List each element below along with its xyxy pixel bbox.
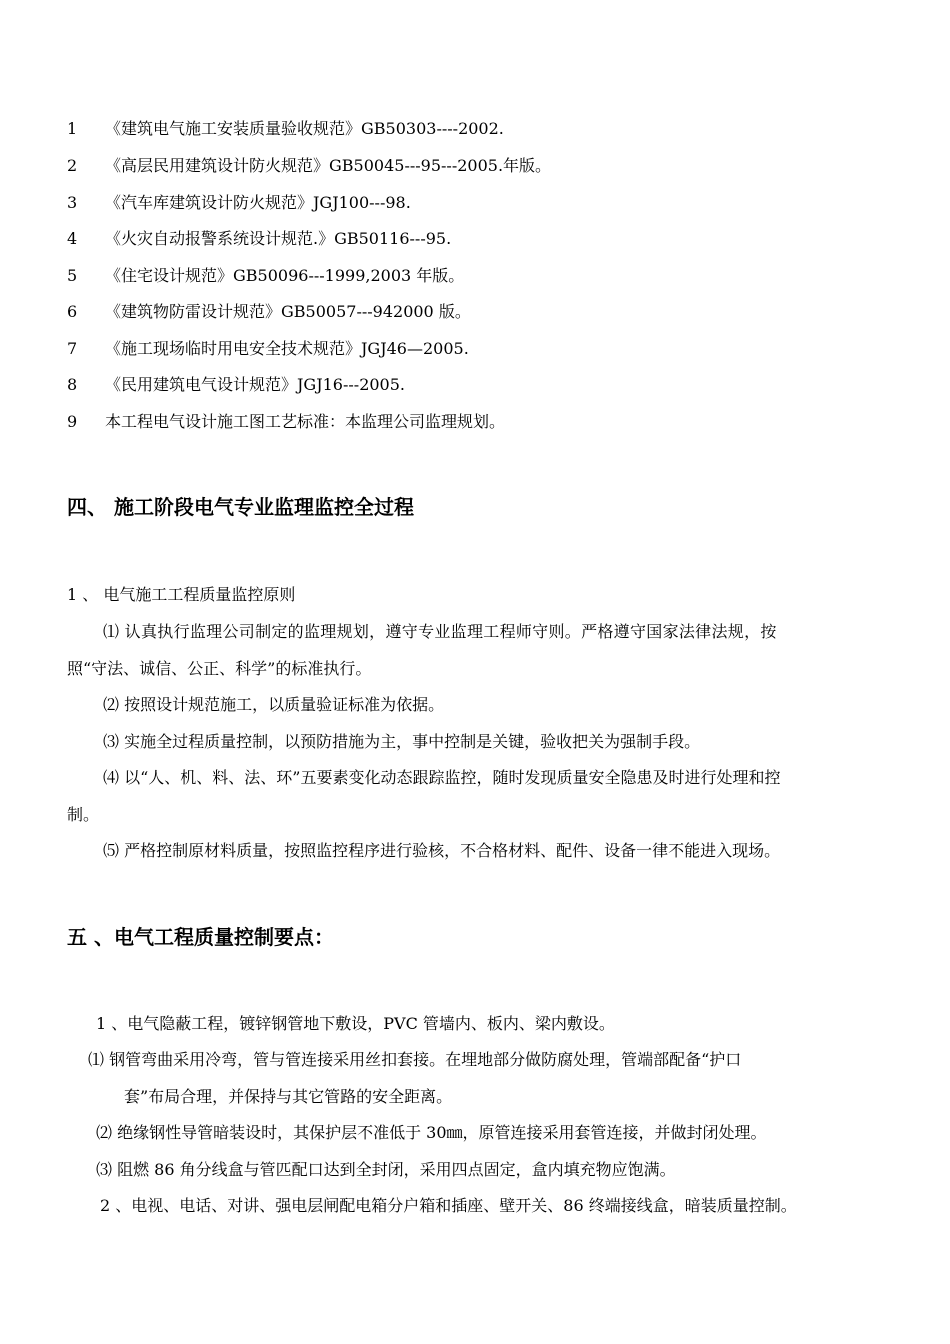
reference-number: 8	[67, 375, 78, 394]
paragraph-line: ⑸ 严格控制原材料质量，按照监控程序进行验核，不合格材料、配件、设备一律不能进入现场。	[103, 841, 781, 860]
reference-item	[67, 302, 471, 322]
reference-item	[67, 156, 551, 176]
paragraph-line: 照“守法、诚信、公正、科学”的标准执行。	[67, 659, 372, 678]
reference-text: 《建筑电气施工安装质量验收规范》GB50303----2002.	[105, 119, 504, 138]
reference-item	[67, 412, 505, 432]
reference-text: 《施工现场临时用电安全技术规范》JGJ46—2005.	[105, 339, 469, 358]
reference-text: 《火灾自动报警系统设计规范.》GB50116---95.	[105, 229, 452, 248]
section-heading: 五 、电气工程质量控制要点：	[67, 925, 334, 949]
reference-number: 6	[67, 302, 78, 321]
reference-number: 4	[67, 229, 78, 248]
reference-number: 1	[67, 119, 78, 138]
paragraph-line: 制。	[67, 805, 100, 824]
reference-text: 本工程电气设计施工图工艺标准：本监理公司监理规划。	[105, 412, 506, 431]
list-item: ⑵ 绝缘钢性导管暗装设时，其保护层不准低于 30㎜，原管连接采用套管连接，并做封闭处理。	[96, 1123, 767, 1142]
list-item-continuation: 套”布局合理，并保持与其它管路的安全距离。	[124, 1087, 453, 1106]
section-heading: 四、 施工阶段电气专业监理监控全过程	[67, 495, 414, 519]
reference-item	[67, 266, 464, 286]
list-item: ⑶ 阻燃 86 角分线盒与管匹配口达到全封闭，采用四点固定，盒内填充物应饱满。	[96, 1160, 676, 1179]
reference-number: 5	[67, 266, 78, 285]
subsection-title: 1 、 电气施工工程质量监控原则	[67, 585, 296, 604]
reference-number: 2	[67, 156, 78, 175]
list-item: 1 、电气隐蔽工程，镀锌钢管地下敷设，PVC 管墙内、板内、梁内敷设。	[96, 1014, 615, 1033]
reference-item	[67, 119, 504, 139]
reference-number: 3	[67, 193, 78, 212]
reference-text: 《民用建筑电气设计规范》JGJ16---2005.	[105, 375, 405, 394]
reference-item	[67, 375, 405, 395]
paragraph-line: ⑵ 按照设计规范施工，以质量验证标准为依据。	[103, 695, 445, 714]
list-item: ⑴ 钢管弯曲采用冷弯，管与管连接采用丝扣套接。在埋地部分做防腐处理，管端部配备“护口	[88, 1050, 742, 1069]
paragraph-line: ⑴ 认真执行监理公司制定的监理规划，遵守专业监理工程师守则。严格遵守国家法律法规，按	[103, 622, 777, 641]
reference-item	[67, 339, 469, 359]
list-item: 2 、电视、电话、对讲、强电层闸配电箱分户箱和插座、壁开关、86 终端接线盒，暗装质量控制。	[100, 1196, 797, 1215]
reference-text: 《高层民用建筑设计防火规范》GB50045---95---2005.年版。	[105, 156, 552, 175]
reference-item	[67, 193, 411, 213]
reference-text: 《汽车库建筑设计防火规范》JGJ100---98.	[105, 193, 411, 212]
reference-text: 《建筑物防雷设计规范》GB50057---942000 版。	[105, 302, 471, 321]
paragraph-line: ⑷ 以“人、机、料、法、环”五要素变化动态跟踪监控，随时发现质量安全隐患及时进行处理和控	[103, 768, 781, 787]
paragraph-line: ⑶ 实施全过程质量控制，以预防措施为主，事中控制是关键，验收把关为强制手段。	[103, 732, 701, 751]
reference-number: 7	[67, 339, 78, 358]
reference-number: 9	[67, 412, 78, 431]
reference-item	[67, 229, 451, 249]
reference-text: 《住宅设计规范》GB50096---1999,2003 年版。	[105, 266, 465, 285]
